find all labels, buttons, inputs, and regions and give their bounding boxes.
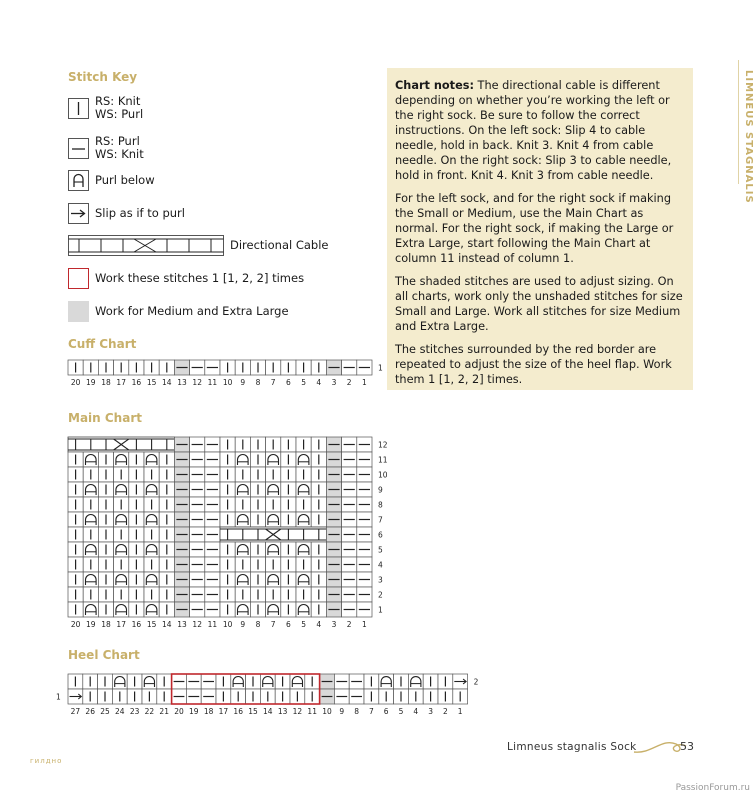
purl-symbol-icon	[68, 138, 89, 159]
slip-arrow-icon	[68, 203, 89, 224]
column-number: 12	[292, 707, 303, 716]
main-chart-title: Main Chart	[68, 411, 142, 425]
column-number: 17	[116, 620, 126, 629]
heel-chart-title: Heel Chart	[68, 648, 140, 662]
column-number: 2	[346, 378, 352, 387]
side-title: LIMNEUS STAGNALIS	[743, 70, 754, 204]
cuff-chart	[0, 356, 400, 392]
column-number: 6	[286, 620, 291, 629]
column-number: 14	[162, 378, 172, 387]
column-number: 18	[101, 378, 111, 387]
column-number: 19	[86, 378, 96, 387]
column-number: 8	[354, 707, 359, 716]
column-number: 16	[233, 707, 243, 716]
row-number: 6	[378, 530, 383, 540]
key-label: Directional Cable	[230, 238, 329, 252]
key-item-purl	[68, 135, 144, 161]
row-number: 12	[378, 440, 388, 450]
column-number: 24	[115, 707, 125, 716]
side-divider	[738, 60, 739, 184]
column-number: 17	[218, 707, 229, 716]
column-number: 7	[270, 378, 276, 387]
key-label: RS: Purl WS: Knit	[95, 134, 144, 161]
key-item-purl-below	[68, 170, 155, 191]
column-number: 16	[131, 378, 142, 387]
column-number: 1	[362, 378, 367, 387]
key-label: Purl below	[95, 173, 155, 187]
key-item-cable	[68, 235, 329, 256]
column-number: 4	[316, 378, 322, 387]
row-number: 1	[378, 363, 383, 373]
column-number: 10	[222, 378, 233, 387]
column-number: 5	[301, 620, 306, 629]
column-number: 15	[146, 620, 157, 629]
row-number: 1	[378, 605, 383, 615]
notes-heading: Chart notes:	[395, 79, 474, 92]
column-number: 22	[144, 707, 155, 716]
column-number: 18	[101, 620, 111, 629]
notes-paragraph-4: The stitches surrounded by the red border are repeated to adjust the size of the heel flap. Work them 1 [1, 2, 2] times.	[395, 343, 672, 386]
column-number: 13	[177, 378, 187, 387]
row-number: 3	[378, 575, 383, 585]
column-number: 1	[362, 620, 367, 629]
column-number: 7	[369, 707, 374, 716]
column-number: 27	[70, 707, 81, 716]
column-number: 3	[331, 620, 337, 629]
column-number: 2	[346, 620, 352, 629]
column-number: 12	[192, 378, 202, 387]
column-number: 3	[331, 378, 337, 387]
column-number: 5	[301, 378, 306, 387]
watermark: PassionForum.ru	[675, 783, 750, 793]
column-number: 8	[255, 378, 261, 387]
notes-text: The directional cable is different depending on whether you’re working the left or the right sock. Be sure to follow the correct instructions. On the left sock: Slip 4 to cable needle, hold in back. Knit 3. Knit 4 from cable needle. On the right sock: Slip 3 to cable needle, hold in front. Knit 4. Knit 3 from cable needle.	[395, 79, 672, 182]
main-chart	[0, 436, 400, 632]
page-number: 53	[680, 740, 694, 753]
column-number: 11	[207, 620, 218, 629]
notes-paragraph-2: For the left sock, and for the right sock if making the Small or Medium, use the Main Chart as normal. For the right sock, if making the Large or Extra Large, start following the Main Chart at column 11 instead of column 1.	[395, 192, 674, 265]
column-number: 7	[270, 620, 276, 629]
column-number: 15	[248, 707, 258, 716]
column-number: 12	[192, 620, 202, 629]
key-label: Work these stitches 1 [1, 2, 2] times	[95, 271, 305, 285]
column-number: 9	[240, 620, 246, 629]
column-number: 10	[222, 620, 233, 629]
column-number: 1	[457, 707, 463, 716]
column-number: 20	[174, 707, 184, 716]
column-number: 4	[413, 707, 419, 716]
column-number: 13	[177, 620, 187, 629]
column-number: 20	[70, 378, 81, 387]
row-number: 2	[378, 590, 383, 600]
row-number: 11	[378, 455, 388, 465]
column-number: 19	[86, 620, 96, 629]
row-number: 1	[56, 692, 61, 702]
column-number: 6	[286, 378, 291, 387]
row-number: 4	[378, 560, 383, 570]
key-label: Work for Medium and Extra Large	[95, 304, 289, 318]
column-number: 19	[189, 707, 199, 716]
column-number: 13	[277, 707, 288, 716]
purl-below-symbol-icon	[68, 170, 89, 191]
key-item-slip	[68, 203, 185, 224]
stitch-key-title: Stitch Key	[68, 70, 138, 84]
column-number: 23	[129, 707, 140, 716]
row-number: 7	[378, 515, 383, 525]
column-number: 14	[162, 620, 172, 629]
column-number: 20	[70, 620, 81, 629]
column-number: 11	[207, 378, 218, 387]
column-number: 5	[398, 707, 404, 716]
column-number: 8	[255, 620, 261, 629]
column-number: 17	[116, 378, 126, 387]
column-number: 26	[85, 707, 95, 716]
key-label: Slip as if to purl	[95, 206, 185, 220]
column-number: 9	[339, 707, 345, 716]
row-number: 2	[473, 677, 479, 687]
row-number: 9	[378, 485, 383, 495]
footer-title: Limneus stagnalis Sock	[507, 741, 637, 753]
cuff-chart-title: Cuff Chart	[68, 337, 137, 351]
chart-notes-box	[387, 68, 693, 390]
key-item-red-border	[68, 268, 304, 289]
column-number: 3	[428, 707, 433, 716]
red-border-symbol-icon	[68, 268, 89, 289]
notes-paragraph-3: The shaded stitches are used to adjust sizing. On all charts, work only the unshaded stitches for size Small and Large. Work all stitches for size Medium and Extra Large.	[395, 275, 683, 333]
column-number: 4	[316, 620, 322, 629]
publisher-logo: гилдно	[30, 757, 63, 765]
column-number: 2	[443, 707, 448, 716]
column-number: 11	[307, 707, 317, 716]
shaded-symbol-icon	[68, 301, 89, 322]
column-number: 21	[159, 707, 169, 716]
directional-cable-icon	[68, 235, 224, 256]
column-number: 6	[383, 707, 389, 716]
row-number: 8	[378, 500, 383, 510]
heel-chart	[0, 673, 500, 723]
key-label: RS: Knit WS: Purl	[95, 94, 144, 121]
row-number: 10	[378, 470, 388, 480]
column-number: 18	[203, 707, 214, 716]
column-number: 16	[131, 620, 142, 629]
column-number: 25	[100, 707, 110, 716]
column-number: 9	[240, 378, 246, 387]
column-number: 10	[322, 707, 332, 716]
row-number: 5	[378, 545, 383, 555]
knit-symbol-icon	[68, 98, 89, 119]
column-number: 15	[146, 378, 157, 387]
key-item-knit	[68, 95, 143, 121]
notes-paragraph-1	[395, 78, 685, 183]
column-number: 14	[263, 707, 273, 716]
key-item-shaded	[68, 301, 289, 322]
